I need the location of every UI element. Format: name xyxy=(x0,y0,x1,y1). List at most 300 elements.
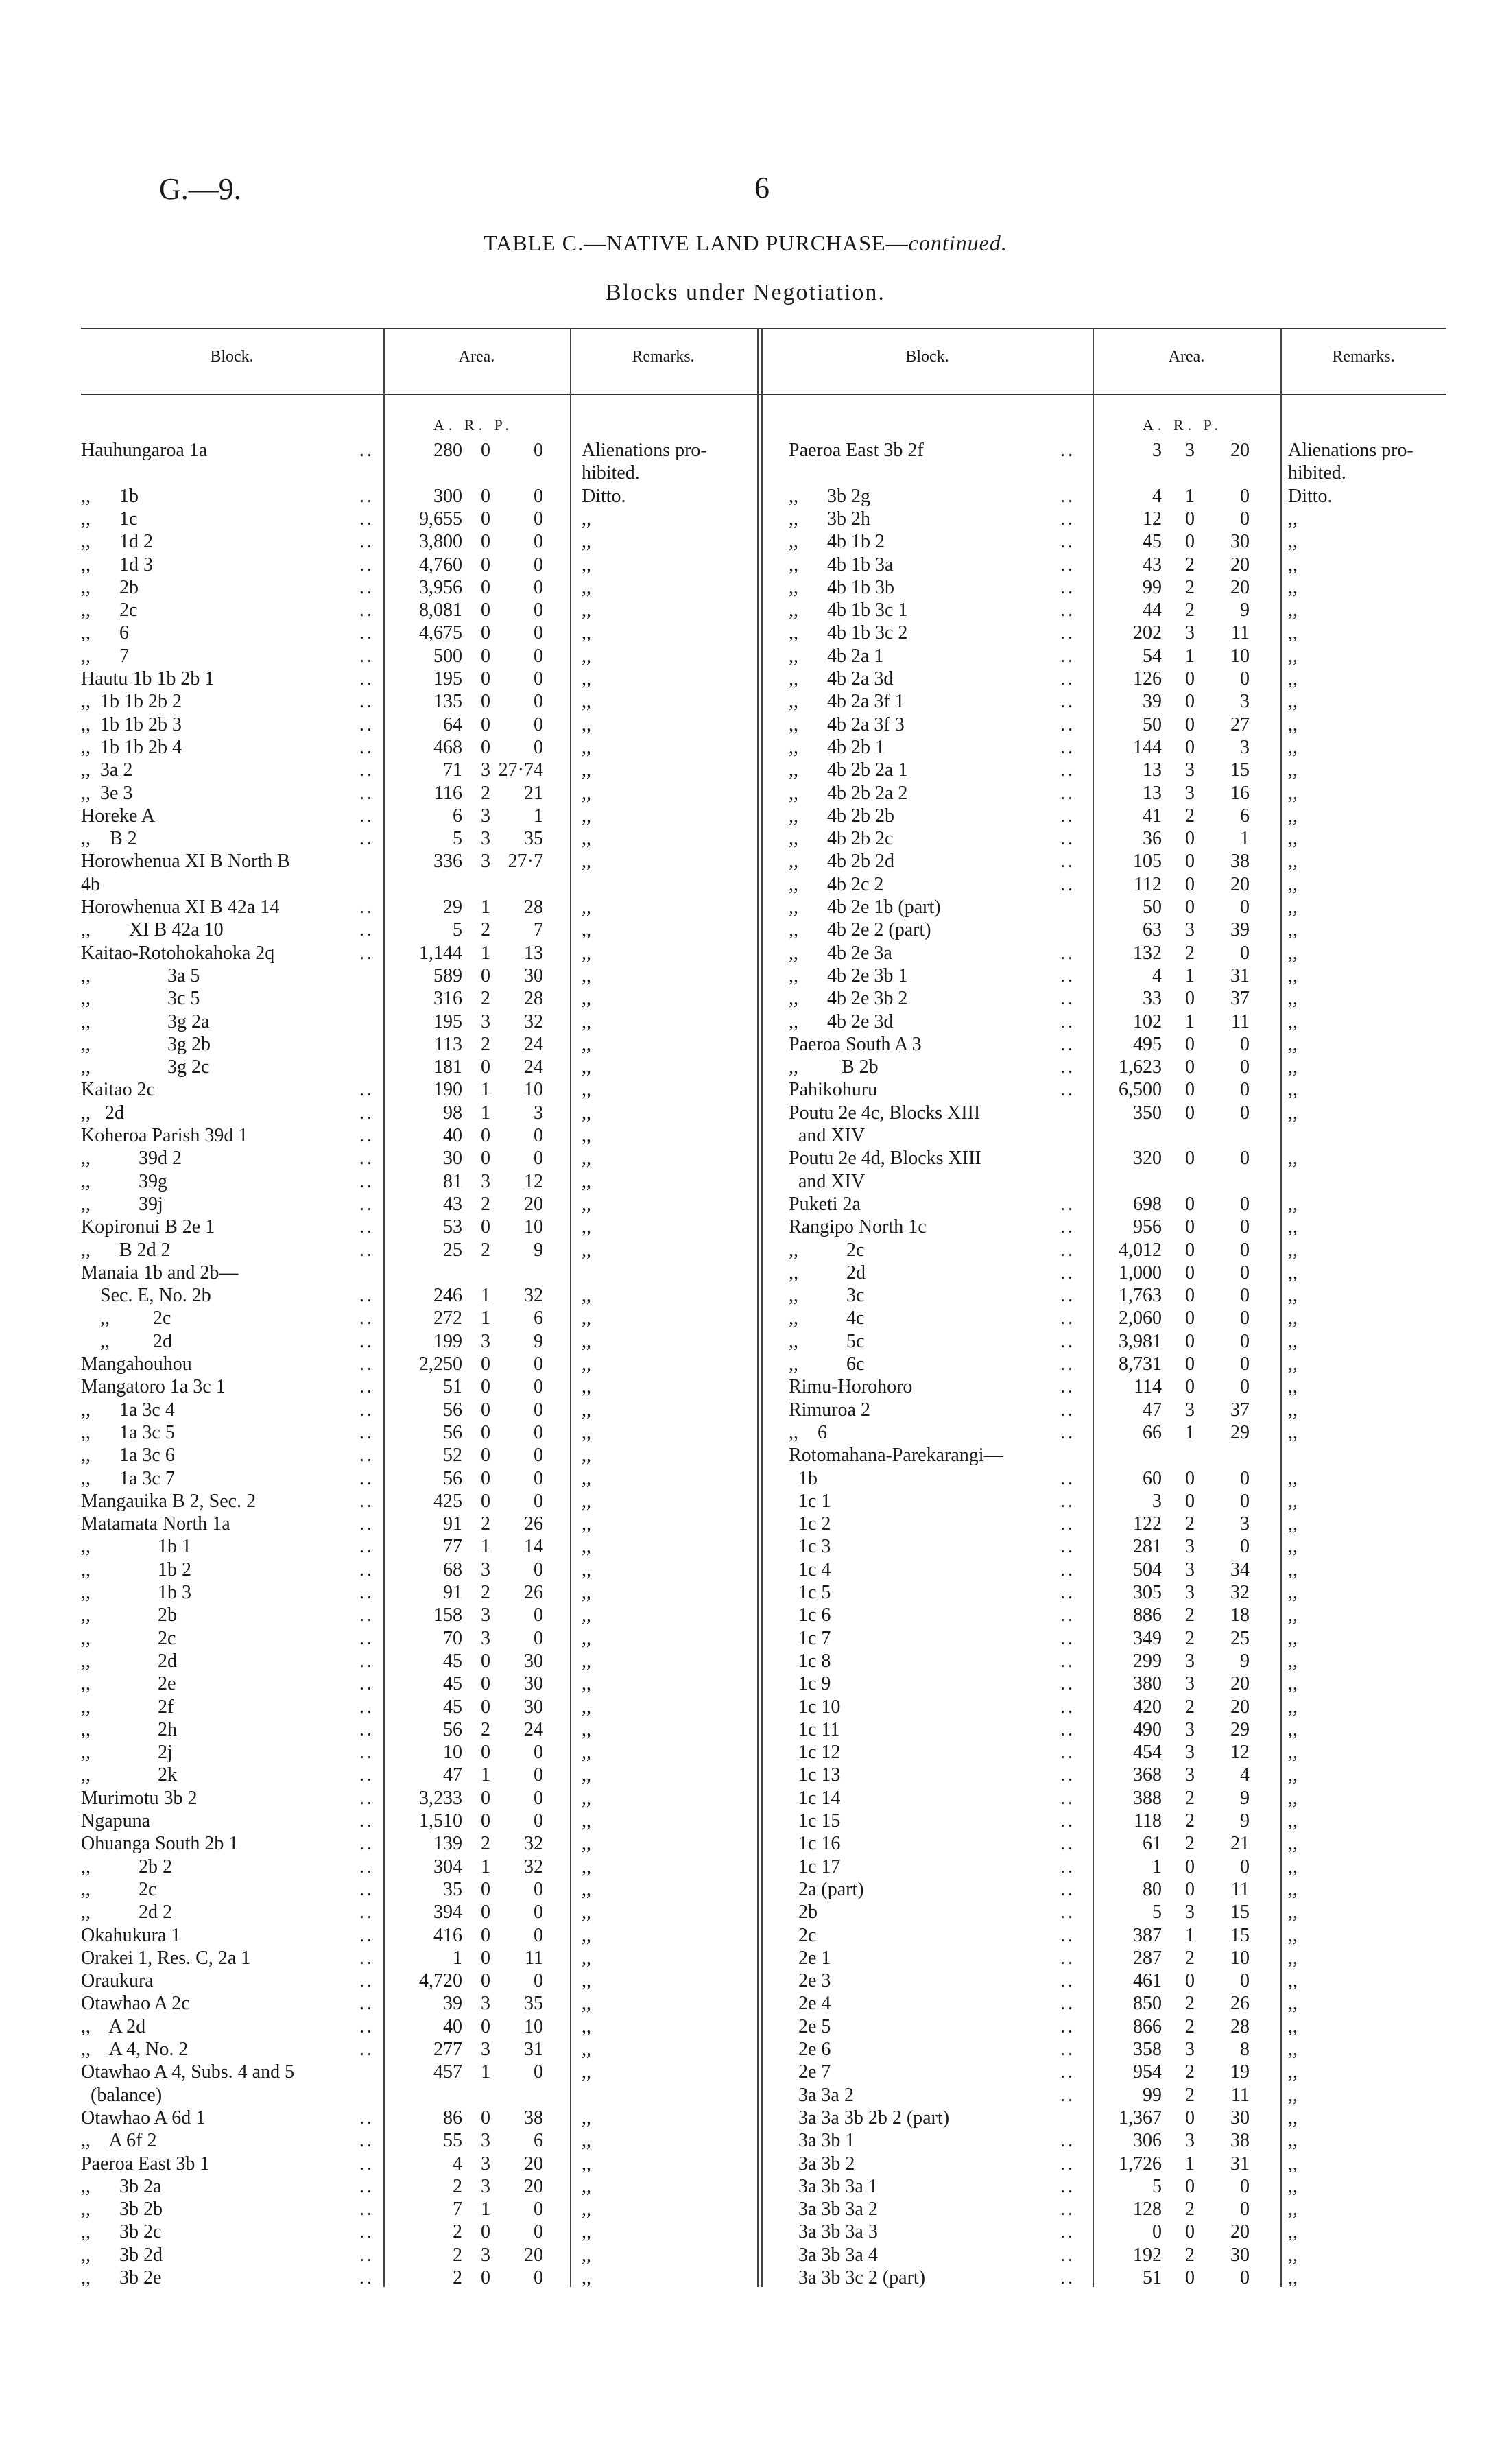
block-name: 2c xyxy=(789,1924,817,1946)
leader-dots: .. xyxy=(359,1947,374,1969)
area-roods: 2 xyxy=(1185,1993,1195,2015)
leader-dots: .. xyxy=(1060,1033,1075,1055)
table-row xyxy=(763,1307,1446,1329)
table-row xyxy=(81,439,760,462)
leader-dots: .. xyxy=(1060,2199,1075,2220)
area-perches: 0 xyxy=(1240,2199,1250,2220)
table-row xyxy=(763,1969,1446,1992)
area-acres: 45 xyxy=(1143,531,1162,553)
area-roods: 2 xyxy=(481,1193,490,1215)
remarks: ,, xyxy=(1288,1307,1298,1329)
area-roods: 0 xyxy=(1185,988,1195,1010)
remarks: ,, xyxy=(582,1467,591,1489)
block-name: ,, 3b 2c xyxy=(81,2221,162,2243)
remarks: ,, xyxy=(582,919,591,941)
area-roods: 2 xyxy=(481,1582,490,1603)
leader-dots: .. xyxy=(1060,1239,1075,1261)
area-perches: 12 xyxy=(524,1170,543,1192)
leader-dots: .. xyxy=(1060,964,1075,986)
area-perches: 0 xyxy=(534,576,543,598)
table-row xyxy=(763,2153,1446,2175)
area-perches: 1 xyxy=(1240,828,1250,850)
area-acres: 66 xyxy=(1143,1421,1162,1443)
area-perches: 6 xyxy=(534,2130,543,2152)
area-acres: 394 xyxy=(433,1902,462,1923)
remarks: ,, xyxy=(1288,2267,1298,2288)
area-acres: 51 xyxy=(443,1376,462,1398)
area-perches: 30 xyxy=(1230,2107,1250,2129)
table-row xyxy=(81,1124,760,1147)
area-perches: 11 xyxy=(1231,622,1250,644)
area-acres: 246 xyxy=(433,1285,462,1307)
area-perches: 0 xyxy=(1240,1216,1250,1238)
area-perches: 10 xyxy=(524,2015,543,2037)
area-perches: 11 xyxy=(1231,1010,1250,1032)
leader-dots: .. xyxy=(1060,622,1075,644)
remarks: ,, xyxy=(1288,1902,1298,1923)
block-name: 3a 3b 1 xyxy=(789,2130,855,2152)
area-acres: 190 xyxy=(433,1079,462,1101)
area-perches: 10 xyxy=(1230,1947,1250,1969)
leader-dots: .. xyxy=(359,1399,374,1421)
remarks: ,, xyxy=(582,1536,591,1558)
area-acres: 50 xyxy=(1143,713,1162,735)
area-roods: 0 xyxy=(481,2221,490,2243)
remarks: ,, xyxy=(1288,828,1298,850)
leader-dots: .. xyxy=(359,1353,374,1375)
area-roods: 0 xyxy=(1185,691,1195,713)
block-name: ,, 1b 1 xyxy=(81,1536,191,1558)
remarks: ,, xyxy=(582,691,591,713)
area-perches: 32 xyxy=(524,1856,543,1877)
leader-dots: .. xyxy=(359,668,374,689)
area-acres: 4,720 xyxy=(419,1970,462,1992)
area-roods: 2 xyxy=(481,1513,490,1535)
remarks: ,, xyxy=(582,2039,591,2060)
area-roods: 0 xyxy=(481,1445,490,1467)
area-acres: 56 xyxy=(443,1467,462,1489)
area-acres: 63 xyxy=(1143,919,1162,941)
area-acres: 1,000 xyxy=(1119,1261,1162,1283)
remarks: ,, xyxy=(1288,691,1298,713)
area-acres: 349 xyxy=(1133,1627,1162,1649)
area-perches: 20 xyxy=(524,2175,543,2197)
area-acres: 135 xyxy=(433,691,462,713)
table-row xyxy=(81,1102,760,1124)
area-perches: 32 xyxy=(524,1285,543,1307)
block-name: Horowhenua XI B 42a 14 xyxy=(81,897,280,918)
area-acres: 99 xyxy=(1143,576,1162,598)
block-name: 1c 12 xyxy=(789,1742,841,1764)
area-acres: 457 xyxy=(433,2061,462,2083)
area-perches: 0 xyxy=(534,1399,543,1421)
block-name: 1c 9 xyxy=(789,1673,831,1695)
area-roods: 3 xyxy=(481,1559,490,1580)
area-roods: 1 xyxy=(481,1764,490,1786)
table-row xyxy=(763,1375,1446,1398)
area-acres: 122 xyxy=(1133,1513,1162,1535)
area-acres: 304 xyxy=(433,1856,462,1877)
area-perches: 20 xyxy=(1230,1696,1250,1718)
document-reference: G.—9. xyxy=(159,172,241,206)
remarks: ,, xyxy=(582,1170,591,1192)
table-row xyxy=(81,1010,760,1033)
area-acres: 866 xyxy=(1133,2015,1162,2037)
area-roods: 1 xyxy=(481,1102,490,1124)
leader-dots: .. xyxy=(359,1239,374,1261)
block-name: ,, 1b xyxy=(81,485,139,507)
table-row xyxy=(763,645,1446,667)
area-roods: 0 xyxy=(1185,1330,1195,1352)
leader-dots: .. xyxy=(1060,1193,1075,1215)
leader-dots: .. xyxy=(1060,713,1075,735)
area-perches: 0 xyxy=(534,668,543,689)
leader-dots: .. xyxy=(1060,1947,1075,1969)
leader-dots: .. xyxy=(359,1170,374,1192)
table-row xyxy=(763,942,1446,964)
block-name: Poutu 2e 4c, Blocks XIII xyxy=(789,1102,981,1124)
remarks: ,, xyxy=(1288,1376,1298,1398)
area-roods: 2 xyxy=(481,1239,490,1261)
remarks: ,, xyxy=(1288,1216,1298,1238)
area-roods: 0 xyxy=(481,1490,490,1512)
remarks: ,, xyxy=(1288,2015,1298,2037)
area-perches: 0 xyxy=(534,1125,543,1146)
area-perches: 0 xyxy=(534,736,543,758)
leader-dots: .. xyxy=(359,1536,374,1558)
leader-dots: .. xyxy=(1060,828,1075,850)
area-perches: 0 xyxy=(1240,1307,1250,1329)
block-name: 1c 14 xyxy=(789,1787,841,1809)
block-name: ,, 3a 2 xyxy=(81,759,133,781)
leader-dots: .. xyxy=(1060,691,1075,713)
table-row xyxy=(81,896,760,919)
table-row xyxy=(81,1353,760,1375)
area-acres: 43 xyxy=(1143,554,1162,576)
block-name: ,, 4b 2b 2b xyxy=(789,805,894,827)
table-row xyxy=(763,1718,1446,1741)
area-roods: 0 xyxy=(481,1924,490,1946)
area-perches: 30 xyxy=(524,1696,543,1718)
area-perches: 0 xyxy=(1240,942,1250,964)
area-acres: 2,250 xyxy=(419,1353,462,1375)
remarks: ,, xyxy=(582,1010,591,1032)
block-name: Otawhao A 2c xyxy=(81,1993,190,2015)
block-name: ,, 1b 1b 2b 2 xyxy=(81,691,182,713)
block-name: 1c 8 xyxy=(789,1650,831,1672)
leader-dots: .. xyxy=(1060,1376,1075,1398)
left-block-header: Block. xyxy=(210,348,254,366)
area-perches: 9 xyxy=(534,1239,543,1261)
area-perches: 20 xyxy=(524,2153,543,2175)
table-row xyxy=(81,1444,760,1467)
leader-dots: .. xyxy=(1060,1261,1075,1283)
table-row xyxy=(763,873,1446,896)
block-name: Orakei 1, Res. C, 2a 1 xyxy=(81,1947,251,1969)
area-perches: 0 xyxy=(534,1924,543,1946)
table-row xyxy=(81,645,760,667)
area-perches: 9 xyxy=(1240,600,1250,621)
area-acres: 956 xyxy=(1133,1216,1162,1238)
block-name: and XIV xyxy=(789,1125,866,1146)
leader-dots: .. xyxy=(359,2199,374,2220)
table-row xyxy=(81,1467,760,1490)
remarks: ,, xyxy=(1288,1056,1298,1078)
block-name: ,, 4b 2c 2 xyxy=(789,873,884,895)
remarks: ,, xyxy=(582,1376,591,1398)
block-name: ,, B 2d 2 xyxy=(81,1239,171,1261)
area-perches: 0 xyxy=(534,622,543,644)
block-name: ,, 1a 3c 4 xyxy=(81,1399,175,1421)
remarks: ,, xyxy=(582,645,591,667)
area-perches: 0 xyxy=(1240,1330,1250,1352)
table-row xyxy=(763,485,1446,508)
remarks: ,, xyxy=(582,713,591,735)
leader-dots: .. xyxy=(359,1650,374,1672)
area-acres: 202 xyxy=(1133,622,1162,644)
area-perches: 20 xyxy=(524,1193,543,1215)
area-acres: 4 xyxy=(1152,964,1162,986)
table-row xyxy=(81,919,760,941)
remarks: ,, xyxy=(1288,2153,1298,2175)
area-roods: 3 xyxy=(1185,1536,1195,1558)
remarks: ,, xyxy=(582,2107,591,2129)
table-row xyxy=(763,2061,1446,2083)
area-acres: 850 xyxy=(1133,1993,1162,2015)
area-roods: 0 xyxy=(481,1399,490,1421)
block-name: Rimu-Horohoro xyxy=(789,1376,913,1398)
area-roods: 3 xyxy=(1185,440,1195,461)
area-acres: 47 xyxy=(1143,1399,1162,1421)
area-perches: 11 xyxy=(1231,1878,1250,1900)
table-row xyxy=(81,1718,760,1741)
remarks: ,, xyxy=(582,897,591,918)
remarks: ,, xyxy=(582,1878,591,1900)
area-acres: 4 xyxy=(1152,485,1162,507)
table-row xyxy=(763,439,1446,462)
remarks: ,, xyxy=(582,2221,591,2243)
area-roods: 2 xyxy=(1185,1696,1195,1718)
leader-dots: .. xyxy=(359,2267,374,2288)
leader-dots: .. xyxy=(359,1582,374,1603)
area-perches: 0 xyxy=(534,1467,543,1489)
block-name: ,, 2b 2 xyxy=(81,1856,172,1877)
block-name: 1c 15 xyxy=(789,1810,841,1832)
leader-dots: .. xyxy=(1060,1810,1075,1832)
area-roods: 1 xyxy=(481,2061,490,2083)
table-row xyxy=(763,1832,1446,1855)
leader-dots: .. xyxy=(1060,645,1075,667)
area-acres: 77 xyxy=(443,1536,462,1558)
area-acres: 3,956 xyxy=(419,576,462,598)
block-name: ,, 3g 2b xyxy=(81,1033,211,1055)
table-row xyxy=(763,508,1446,530)
area-roods: 2 xyxy=(1185,942,1195,964)
remarks: ,, xyxy=(1288,1285,1298,1307)
table-row xyxy=(81,508,760,530)
table-row xyxy=(763,2038,1446,2061)
block-name: Manaia 1b and 2b— xyxy=(81,1261,239,1283)
area-acres: 272 xyxy=(433,1307,462,1329)
block-name: 1c 11 xyxy=(789,1718,840,1740)
area-perches: 0 xyxy=(1240,1079,1250,1101)
remarks: ,, xyxy=(582,508,591,530)
block-name: ,, 3e 3 xyxy=(81,782,133,804)
area-perches: 31 xyxy=(1230,2153,1250,2175)
area-roods: 0 xyxy=(481,1696,490,1718)
leader-dots: .. xyxy=(359,1102,374,1124)
table-row xyxy=(763,621,1446,644)
table-row xyxy=(763,1810,1446,1832)
area-roods: 0 xyxy=(1185,1353,1195,1375)
block-name: ,, 2j xyxy=(81,1742,173,1764)
area-perches: 0 xyxy=(534,1148,543,1170)
area-acres: 358 xyxy=(1133,2039,1162,2060)
leader-dots: .. xyxy=(359,1079,374,1101)
leader-dots: .. xyxy=(359,1627,374,1649)
block-name: ,, 39j xyxy=(81,1193,163,1215)
block-name: 1b xyxy=(789,1467,818,1489)
remarks: ,, xyxy=(1288,1878,1298,1900)
leader-dots: .. xyxy=(359,942,374,964)
remarks: ,, xyxy=(1288,2061,1298,2083)
area-perches: 19 xyxy=(1230,2061,1250,2083)
block-name: 1c 2 xyxy=(789,1513,831,1535)
leader-dots: .. xyxy=(359,1307,374,1329)
leader-dots: .. xyxy=(1060,873,1075,895)
remarks: ,, xyxy=(1288,1673,1298,1695)
table-row xyxy=(763,987,1446,1010)
area-perches: 20 xyxy=(1230,2221,1250,2243)
area-roods: 1 xyxy=(1185,1421,1195,1443)
leader-dots: .. xyxy=(359,508,374,530)
area-acres: 128 xyxy=(1133,2199,1162,2220)
area-perches: 0 xyxy=(1240,1856,1250,1877)
remarks: ,, xyxy=(582,2015,591,2037)
block-name: 1c 3 xyxy=(789,1536,831,1558)
area-acres: 299 xyxy=(1133,1650,1162,1672)
block-name: ,, 2b xyxy=(81,576,139,598)
area-perches: 0 xyxy=(1240,668,1250,689)
block-name: 1c 13 xyxy=(789,1764,841,1786)
area-acres: 3 xyxy=(1152,440,1162,461)
area-roods: 0 xyxy=(1185,1285,1195,1307)
table-row xyxy=(763,827,1446,850)
area-acres: 98 xyxy=(443,1102,462,1124)
area-roods: 0 xyxy=(481,508,490,530)
table-row xyxy=(81,1992,760,2015)
block-name: ,, 4b 1b 3c 2 xyxy=(789,622,908,644)
leader-dots: .. xyxy=(1060,942,1075,964)
table-row xyxy=(763,1467,1446,1490)
table-row xyxy=(81,1513,760,1535)
right-block-header: Block. xyxy=(905,348,949,366)
area-acres: 64 xyxy=(443,713,462,735)
remarks: ,, xyxy=(582,1718,591,1740)
remarks: ,, xyxy=(1288,1033,1298,1055)
table-row xyxy=(763,2084,1446,2107)
remarks: ,, xyxy=(582,805,591,827)
area-perches: 0 xyxy=(534,1787,543,1809)
block-name: ,, 4b 2e 2 (part) xyxy=(789,919,931,941)
area-roods: 2 xyxy=(1185,1833,1195,1855)
leader-dots: .. xyxy=(1060,2175,1075,2197)
area-perches: 38 xyxy=(1230,851,1250,873)
block-name: ,, 4b 2b 2c xyxy=(789,828,894,850)
block-name: ,, 3b 2b xyxy=(81,2199,163,2220)
area-perches: 0 xyxy=(1240,1148,1250,1170)
leader-dots: .. xyxy=(1060,1399,1075,1421)
block-name: ,, 2d 2 xyxy=(81,1902,172,1923)
table-row xyxy=(763,1193,1446,1216)
block-name: 2e 5 xyxy=(789,2015,831,2037)
area-perches: 21 xyxy=(1230,1833,1250,1855)
area-roods: 0 xyxy=(1185,1376,1195,1398)
block-name: 3a 3b 3a 3 xyxy=(789,2221,878,2243)
block-name: ,, 3c xyxy=(789,1285,865,1307)
area-perches: 0 xyxy=(1240,485,1250,507)
area-acres: 1 xyxy=(453,1947,462,1969)
area-roods: 2 xyxy=(1185,1810,1195,1832)
area-acres: 61 xyxy=(1143,1833,1162,1855)
area-acres: 54 xyxy=(1143,645,1162,667)
table-row xyxy=(81,2107,760,2129)
table-row xyxy=(763,1010,1446,1033)
block-name: ,, 1b 1b 2b 4 xyxy=(81,736,182,758)
remarks: ,, xyxy=(1288,1536,1298,1558)
remarks: ,, xyxy=(582,1924,591,1946)
area-acres: 300 xyxy=(433,485,462,507)
area-acres: 368 xyxy=(1133,1764,1162,1786)
area-acres: 1,623 xyxy=(1119,1056,1162,1078)
table-row xyxy=(763,1513,1446,1535)
remarks: ,, xyxy=(582,1399,591,1421)
area-acres: 3 xyxy=(1152,1490,1162,1512)
area-acres: 45 xyxy=(443,1673,462,1695)
area-roods: 0 xyxy=(481,736,490,758)
leader-dots: .. xyxy=(359,554,374,576)
block-name: ,, 3a 5 xyxy=(81,964,200,986)
table-row xyxy=(763,1764,1446,1786)
table-row xyxy=(81,713,760,736)
table-row xyxy=(763,713,1446,736)
area-roods: 0 xyxy=(1185,736,1195,758)
area-acres: 9,655 xyxy=(419,508,462,530)
leader-dots: .. xyxy=(359,1216,374,1238)
area-roods: 0 xyxy=(481,691,490,713)
block-name: Mangahouhou xyxy=(81,1353,192,1375)
remarks: ,, xyxy=(1288,1993,1298,2015)
block-name: ,, 4b 2e 3a xyxy=(789,942,892,964)
area-perches: 0 xyxy=(1240,1239,1250,1261)
leader-dots: .. xyxy=(1060,1764,1075,1786)
table-row xyxy=(81,1375,760,1398)
table-row xyxy=(81,1810,760,1832)
area-acres: 70 xyxy=(443,1627,462,1649)
block-name: ,, 6 xyxy=(81,622,129,644)
area-acres: 56 xyxy=(443,1421,462,1443)
area-roods: 0 xyxy=(481,600,490,621)
remarks: ,, xyxy=(582,2153,591,2175)
leader-dots: .. xyxy=(1060,1924,1075,1946)
remarks: ,, xyxy=(582,2199,591,2220)
area-acres: 81 xyxy=(443,1170,462,1192)
block-name: ,, 1b 2 xyxy=(81,1559,191,1580)
block-name: ,, 2d xyxy=(81,1650,177,1672)
leader-dots: .. xyxy=(359,440,374,461)
leader-dots: .. xyxy=(359,2107,374,2129)
leader-dots: .. xyxy=(1060,600,1075,621)
